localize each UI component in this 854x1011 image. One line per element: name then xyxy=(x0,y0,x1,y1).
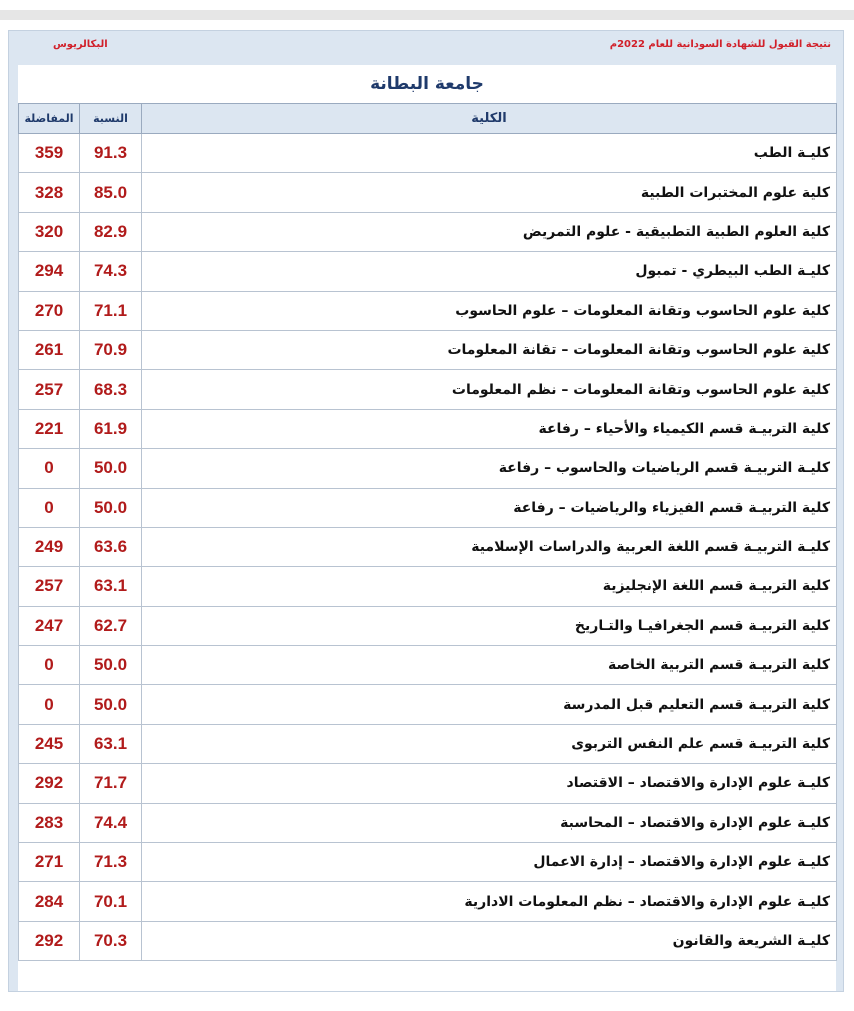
college-name-cell: كلية العلوم الطبية التطبيقية - علوم التمريض xyxy=(142,212,837,251)
college-name-cell: كلية التربيـة قسم التربية الخاصة xyxy=(142,646,837,685)
results-sheet xyxy=(18,65,836,991)
score-cell: 270 xyxy=(19,291,80,330)
college-name-cell: كلية التربيـة قسم الجغرافيـا والتـاريخ xyxy=(142,606,837,645)
table-row xyxy=(19,409,837,448)
percentage-cell: 50.0 xyxy=(80,646,142,685)
table-row xyxy=(19,685,837,724)
score-cell: 292 xyxy=(19,764,80,803)
score-cell: 328 xyxy=(19,173,80,212)
percentage-cell: 91.3 xyxy=(80,134,142,173)
table-row xyxy=(19,330,837,369)
top-divider-strip xyxy=(0,10,854,20)
table-row xyxy=(19,882,837,921)
college-name-cell: كليـة التربيـة قسم اللغة العربية والدراسات الإسلامية xyxy=(142,527,837,566)
score-cell: 284 xyxy=(19,882,80,921)
score-cell: 294 xyxy=(19,252,80,291)
college-name-cell: كلية علوم الحاسوب وتقانة المعلومات – علوم الحاسوب xyxy=(142,291,837,330)
college-name-cell: كلية علوم الحاسوب وتقانة المعلومات – نظم المعلومات xyxy=(142,370,837,409)
percentage-cell: 70.9 xyxy=(80,330,142,369)
score-cell: 247 xyxy=(19,606,80,645)
percentage-cell: 82.9 xyxy=(80,212,142,251)
score-cell: 0 xyxy=(19,685,80,724)
percentage-cell: 50.0 xyxy=(80,685,142,724)
percentage-cell: 85.0 xyxy=(80,173,142,212)
results-frame xyxy=(8,30,844,992)
table-row xyxy=(19,803,837,842)
college-name-cell: كلية التربيـة قسم الفيزياء والرياضيات – رفاعة xyxy=(142,488,837,527)
score-cell: 271 xyxy=(19,843,80,882)
percentage-cell: 70.3 xyxy=(80,921,142,960)
percentage-cell: 63.1 xyxy=(80,567,142,606)
table-row xyxy=(19,370,837,409)
percentage-cell: 70.1 xyxy=(80,882,142,921)
document-heading: نتيجة القبول للشهادة السودانية للعام 2022م xyxy=(609,39,831,50)
percentage-cell: 74.4 xyxy=(80,803,142,842)
score-cell: 261 xyxy=(19,330,80,369)
table-row xyxy=(19,173,837,212)
column-header-college: الكلية xyxy=(142,104,837,134)
score-cell: 283 xyxy=(19,803,80,842)
college-name-cell: كلية التربيـة قسم التعليم قبل المدرسة xyxy=(142,685,837,724)
university-title: جامعة البطانة xyxy=(370,74,484,94)
table-row xyxy=(19,843,837,882)
results-table xyxy=(18,103,837,961)
table-row xyxy=(19,646,837,685)
score-cell: 359 xyxy=(19,134,80,173)
score-cell: 257 xyxy=(19,370,80,409)
percentage-cell: 50.0 xyxy=(80,449,142,488)
college-name-cell: كليـة علوم الإدارة والاقتصاد – نظم المعلومات الادارية xyxy=(142,882,837,921)
college-name-cell: كلية التربيـة قسم الكيمياء والأحياء – رفاعة xyxy=(142,409,837,448)
percentage-cell: 50.0 xyxy=(80,488,142,527)
table-row xyxy=(19,488,837,527)
score-cell: 0 xyxy=(19,646,80,685)
percentage-cell: 71.7 xyxy=(80,764,142,803)
percentage-cell: 62.7 xyxy=(80,606,142,645)
table-row xyxy=(19,449,837,488)
percentage-cell: 63.1 xyxy=(80,724,142,763)
score-cell: 0 xyxy=(19,488,80,527)
score-cell: 320 xyxy=(19,212,80,251)
college-name-cell: كليـة علوم الإدارة والاقتصاد – المحاسبة xyxy=(142,803,837,842)
percentage-cell: 74.3 xyxy=(80,252,142,291)
table-body xyxy=(19,134,837,961)
table-row xyxy=(19,527,837,566)
college-name-cell: كليـة الطب البيطري - تمبول xyxy=(142,252,837,291)
score-cell: 221 xyxy=(19,409,80,448)
college-name-cell: كلية التربيـة قسم اللغة الإنجليزية xyxy=(142,567,837,606)
college-name-cell: كلية التربيـة قسم علم النفس التربوى xyxy=(142,724,837,763)
table-row xyxy=(19,252,837,291)
column-header-percentage: النسبة xyxy=(80,104,142,134)
percentage-cell: 71.1 xyxy=(80,291,142,330)
table-row xyxy=(19,764,837,803)
percentage-cell: 71.3 xyxy=(80,843,142,882)
college-name-cell: كليـة علوم الإدارة والاقتصاد – إدارة الاعمال xyxy=(142,843,837,882)
score-cell: 245 xyxy=(19,724,80,763)
score-cell: 0 xyxy=(19,449,80,488)
college-name-cell: كليـة علوم الإدارة والاقتصاد – الاقتصاد xyxy=(142,764,837,803)
college-name-cell: كلية علوم الحاسوب وتقانة المعلومات – تقانة المعلومات xyxy=(142,330,837,369)
college-name-cell: كلية علوم المختبرات الطبية xyxy=(142,173,837,212)
degree-label: البكالريوس xyxy=(53,39,108,50)
table-row xyxy=(19,724,837,763)
score-cell: 249 xyxy=(19,527,80,566)
table-row xyxy=(19,606,837,645)
college-name-cell: كليـة التربيـة قسم الرياضيات والحاسوب – رفاعة xyxy=(142,449,837,488)
percentage-cell: 63.6 xyxy=(80,527,142,566)
table-row xyxy=(19,921,837,960)
college-name-cell: كليـة الشريعة والقانون xyxy=(142,921,837,960)
table-row xyxy=(19,567,837,606)
table-row xyxy=(19,134,837,173)
document-header xyxy=(9,31,845,65)
table-row xyxy=(19,291,837,330)
table-header-row xyxy=(19,104,837,134)
college-name-cell: كليـة الطب xyxy=(142,134,837,173)
percentage-cell: 61.9 xyxy=(80,409,142,448)
score-cell: 257 xyxy=(19,567,80,606)
score-cell: 292 xyxy=(19,921,80,960)
percentage-cell: 68.3 xyxy=(80,370,142,409)
column-header-score: المفاضلة xyxy=(19,104,80,134)
table-row xyxy=(19,212,837,251)
